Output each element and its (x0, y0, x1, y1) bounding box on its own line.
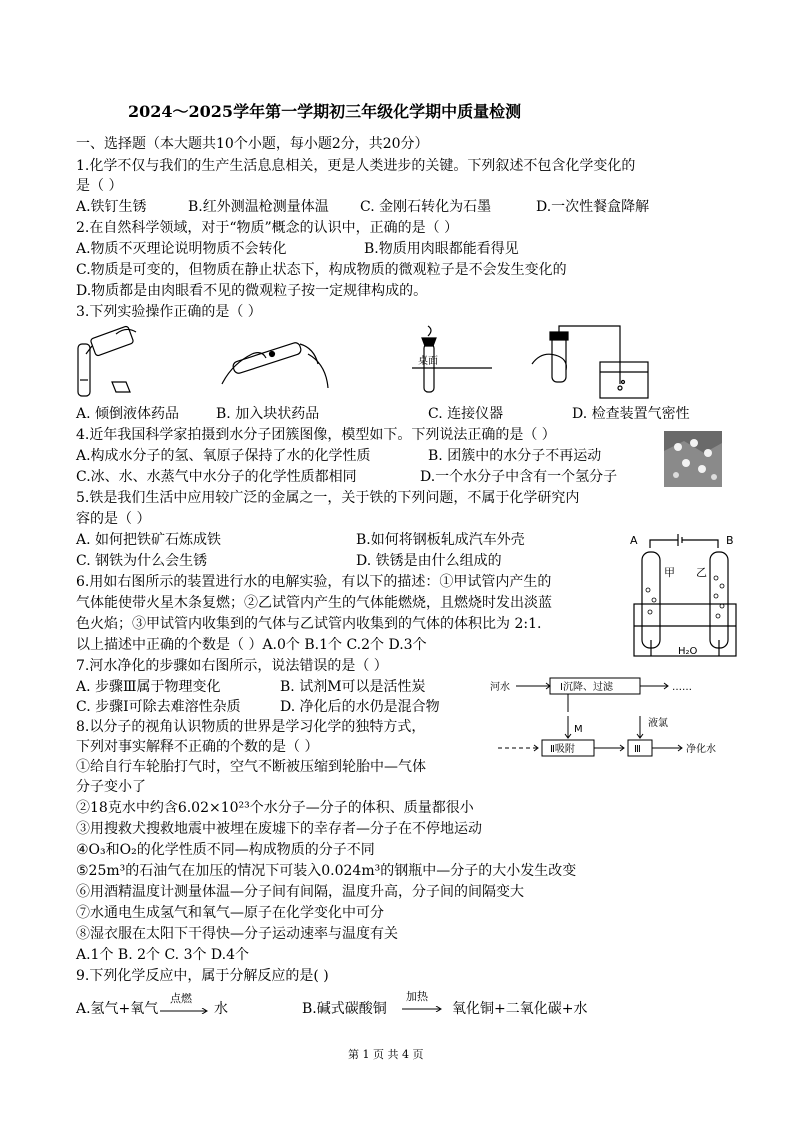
q5-option-c: C. 钢铁为什么会生锈 (76, 553, 208, 569)
step3-label: Ⅲ (634, 744, 641, 755)
q9-b-arrow (402, 1006, 444, 1012)
q2-option-a: A.物质不灭理论说明物质不会转化 (76, 241, 287, 257)
q9-a-product: 水 (214, 1001, 228, 1017)
q9-a-condition: 点燃 (170, 992, 192, 1005)
dots-label: …… (672, 682, 692, 693)
q8-line2: 下列对事实解释不正确的个数的是（ ） (76, 739, 319, 755)
q8-item3: ③用搜救犬搜救地震中被埋在废墟下的幸存者—分子在不停地运动 (76, 821, 482, 837)
water-purification-flow (488, 674, 738, 774)
water-cluster-image (664, 431, 722, 487)
q2-stem: 2.在自然科学领域，对于“物质”概念的认识中，正确的是（ ） (76, 220, 459, 236)
step1-label: Ⅰ沉降、过滤 (560, 682, 613, 693)
q1-stem-line2: 是（ ） (76, 178, 123, 194)
q5-option-a: A. 如何把铁矿石炼成铁 (76, 532, 222, 548)
electrode-a-label: A (630, 534, 638, 547)
q2-option-b: B.物质用肉眼都能看得见 (364, 241, 519, 257)
q9-b-condition: 加热 (406, 990, 428, 1003)
q7-option-a: A. 步骤Ⅲ属于物理变化 (76, 679, 221, 695)
q9-stem: 9.下列化学反应中，属于分解反应的是( ) (76, 968, 329, 984)
q8-line1: 8.以分子的视角认识物质的世界是学习化学的独特方式， (76, 719, 426, 735)
q3-option-b: B. 加入块状药品 (216, 406, 320, 422)
q5-stem-line2: 容的是（ ） (76, 511, 151, 527)
q8-item4: ④O₃和O₂的化学性质不同—构成物质的分子不同 (76, 842, 375, 858)
q6-line1: 6.用如右图所示的装置进行水的电解实验，有以下的描述：①甲试管内产生的 (76, 574, 552, 590)
q4-option-b: B. 团簇中的水分子不再运动 (428, 448, 602, 464)
q4-option-c: C.冰、水、水蒸气中水分子的化学性质都相同 (76, 469, 357, 485)
river-label: 河水 (490, 682, 510, 693)
electrolysis-apparatus (630, 530, 740, 662)
q4-stem: 4.近年我国科学家拍摄到水分子团簇图像，模型如下。下列说法正确的是（ ） (76, 427, 556, 443)
q7-option-b: B. 试剂M可以是活性炭 (280, 679, 426, 695)
q9-b-reactants: B.碱式碳酸铜 (302, 1001, 387, 1017)
q8-item5: ⑤25m³的石油气在加压的情况下可装入0.024m³的钢瓶中—分子的大小发生改变 (76, 863, 577, 879)
water-label: H₂O (678, 646, 698, 657)
q8-item2: ②18克水中约含6.02×10²³个水分子—分子的体积、质量都很小 (76, 800, 474, 816)
page-footer: 第 1 页 共 4 页 (348, 1048, 424, 1061)
page-title: 2024～2025学年第一学期初三年级化学期中质量检测 (128, 102, 522, 121)
q9-a-arrow (160, 1008, 210, 1014)
q9-b-products: 氧化铜+二氧化碳+水 (452, 1001, 588, 1017)
q4-option-a: A.构成水分子的氢、氧原子保持了水的化学性质 (76, 448, 371, 464)
step2-label: Ⅱ吸附 (550, 744, 575, 755)
q8-item6: ⑥用酒精温度计测量体温—分子间有间隔，温度升高，分子间的间隔变大 (76, 884, 524, 900)
q5-option-d: D. 铁锈是由什么组成的 (356, 553, 502, 569)
q3-lab-figures (72, 324, 752, 404)
figure-d-airtight (532, 326, 648, 398)
figure-a-pouring (78, 326, 136, 396)
tube-jia-label: 甲 (664, 566, 675, 579)
q8-item1a: ①给自行车轮胎打气时，空气不断被压缩到轮胎中—气体 (76, 759, 426, 775)
q1-option-c: C. 金刚石转化为石墨 (360, 199, 492, 215)
q5-option-b: B.如何将钢板轧成汽车外壳 (356, 532, 525, 548)
reagent-m-label: M (574, 724, 583, 735)
q9-a-reactants: A.氢气+氧气 (76, 1001, 159, 1017)
q6-line4: 以上描述中正确的个数是（ ）A.0个 B.1个 C.2个 D.3个 (76, 637, 427, 653)
q1-option-b: B.红外测温枪测量体温 (188, 199, 329, 215)
q4-option-d: D.一个水分子中含有一个氢分子 (420, 469, 618, 485)
q2-option-c: C.物质是可变的，但物质在静止状态下，构成物质的微观粒子是不会发生变化的 (76, 262, 567, 278)
figure-b-solid (222, 341, 328, 388)
q3-option-c: C. 连接仪器 (428, 406, 504, 422)
tube-yi-label: 乙 (696, 566, 707, 579)
q3-stem: 3.下列实验操作正确的是（ ） (76, 304, 262, 320)
q1-option-d: D.一次性餐盒降解 (536, 199, 650, 215)
q7-stem: 7.河水净化的步骤如右图所示，说法错误的是（ ） (76, 658, 388, 674)
q1-stem-line1: 1.化学不仅与我们的生产生活息息相关，更是人类进步的关键。下列叙述不包含化学变化的 (76, 158, 636, 174)
electrode-b-label: B (726, 534, 734, 547)
q1-option-a: A.铁钉生锈 (76, 199, 147, 215)
q8-item7: ⑦水通电生成氢气和氧气—原子在化学变化中可分 (76, 905, 384, 921)
section-heading: 一、选择题（本大题共10个小题，每小题2分，共20分） (76, 136, 429, 152)
desk-label: 桌面 (418, 356, 438, 367)
clean-water-label: 净化水 (686, 744, 716, 755)
q3-option-d: D. 检查装置气密性 (572, 406, 690, 422)
q8-item1b: 分子变小了 (76, 779, 146, 795)
q6-line3: 色火焰；③甲试管内收集到的气体与乙试管内收集到的气体的体积比为 2:1. (76, 616, 542, 632)
q5-stem-line1: 5.铁是我们生活中应用较广泛的金属之一，关于铁的下列问题，不属于化学研究内 (76, 490, 580, 506)
q7-option-d: D. 净化后的水仍是混合物 (280, 699, 440, 715)
chlorine-label: 液氯 (648, 718, 668, 729)
q7-option-c: C. 步骤Ⅰ可除去难溶性杂质 (76, 699, 241, 715)
q6-line2: 气体能使带火星木条复燃；②乙试管内产生的气体能燃烧，且燃烧时发出淡蓝 (76, 595, 552, 611)
q8-options: A.1个 B. 2个 C. 3个 D.4个 (76, 947, 250, 963)
q8-item8: ⑧湿衣服在太阳下干得快—分子运动速率与温度有关 (76, 926, 398, 942)
q2-option-d: D.物质都是由肉眼看不见的微观粒子按一定规律构成的。 (76, 283, 428, 299)
q3-option-a: A. 倾倒液体药品 (76, 406, 180, 422)
